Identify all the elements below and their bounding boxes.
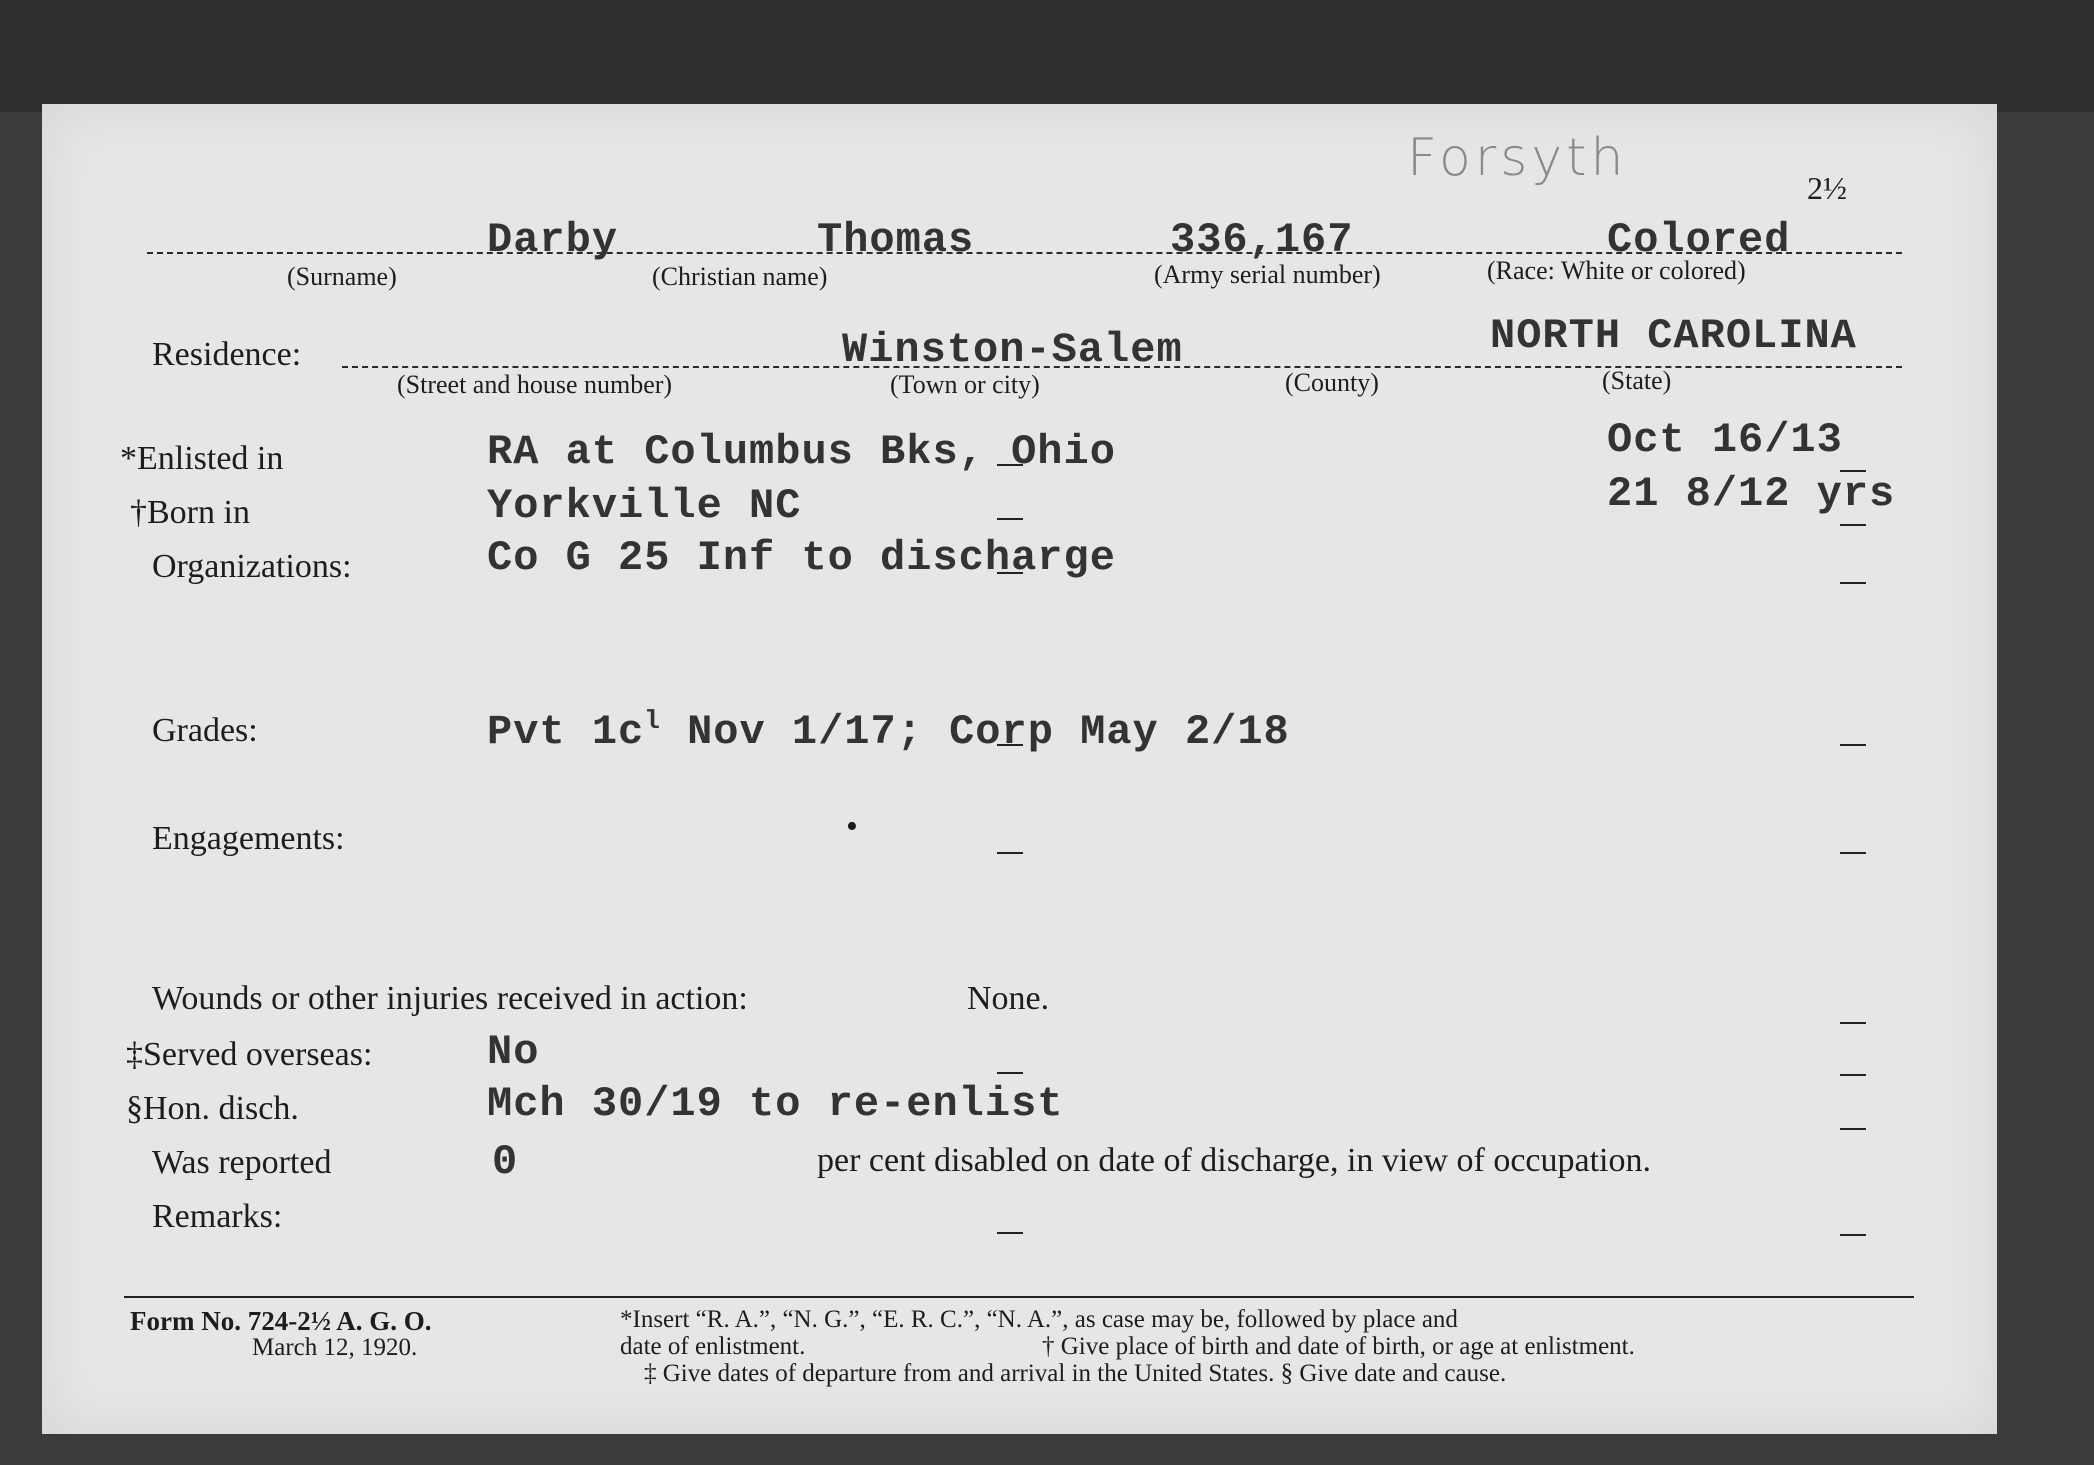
enlisted-label <box>120 440 283 478</box>
wounds-label: Wounds or other injuries received in action: <box>152 980 748 1017</box>
footnote-line-2a: date of enlistment. <box>620 1333 806 1360</box>
grades-label: Grades: <box>152 712 258 749</box>
grades-value-a: Pvt 1c <box>487 708 645 756</box>
born-age-value: 21 8/12 yrs <box>1607 470 1896 518</box>
engagements-label: Engagements: <box>152 820 345 857</box>
reported-tail: per cent disabled on date of discharge, in view of occupation. <box>817 1142 1651 1179</box>
organizations-label: Organizations: <box>152 548 352 585</box>
born-mark: † <box>130 494 147 531</box>
footer-rule <box>124 1296 1914 1298</box>
form-number: Form No. 724-2½ A. G. O. <box>130 1306 432 1336</box>
tick-mark <box>1840 470 1866 472</box>
grades-value-b: Nov 1/17; Corp May 2/18 <box>687 708 1290 756</box>
enlisted-mark: * <box>120 440 137 477</box>
tick-mark <box>997 1072 1023 1074</box>
tick-mark <box>997 1232 1023 1234</box>
tick-mark <box>997 518 1023 520</box>
state-caption: (State) <box>1602 366 1672 395</box>
organizations-value: Co G 25 Inf to discharge <box>487 534 1116 582</box>
scan-background <box>0 0 2094 112</box>
footnote-line-2b: † Give place of birth and date of birth, or age at enlistment. <box>1042 1333 1635 1360</box>
discharge-mark: § <box>126 1090 143 1127</box>
tick-mark <box>997 852 1023 854</box>
born-label <box>130 494 250 532</box>
born-label-text: Born in <box>147 494 250 531</box>
residence-state-value: NORTH CAROLINA <box>1490 312 1857 360</box>
handwritten-county-note: Forsyth <box>1407 128 1628 188</box>
service-record-card <box>42 104 1997 1434</box>
residence-town-value: Winston-Salem <box>842 326 1183 374</box>
enlisted-label-text: Enlisted in <box>137 440 284 477</box>
wounds-value: None. <box>967 980 1050 1017</box>
remarks-label: Remarks: <box>152 1198 283 1235</box>
serial-number-caption: (Army serial number) <box>1154 260 1381 289</box>
grades-value <box>487 706 1290 756</box>
tick-mark <box>997 464 1023 466</box>
christian-name-value: Thomas <box>817 216 975 264</box>
engagements-value: • <box>846 808 858 845</box>
grades-superscript: l <box>644 706 661 736</box>
overseas-mark: ‡ <box>126 1036 143 1073</box>
form-fraction: 2½ <box>1807 170 1847 206</box>
tick-mark <box>1840 744 1866 746</box>
race-caption: (Race: White or colored) <box>1487 256 1746 285</box>
discharge-value: Mch 30/19 to re-enlist <box>487 1080 1064 1128</box>
tick-mark <box>1840 1128 1866 1130</box>
serial-number-value: 336,167 <box>1170 216 1354 264</box>
tick-mark <box>997 572 1023 574</box>
residence-label: Residence: <box>152 336 302 373</box>
tick-mark <box>1840 852 1866 854</box>
overseas-label <box>126 1036 372 1074</box>
tick-mark <box>1840 1074 1866 1076</box>
surname-value: Darby <box>487 216 619 264</box>
discharge-label <box>126 1090 299 1128</box>
reported-label: Was reported <box>152 1144 332 1181</box>
footnote-line-3: ‡ Give dates of departure from and arrival in the United States. § Give date and cause. <box>644 1360 1507 1387</box>
overseas-value: No <box>487 1028 540 1076</box>
reported-value: 0 <box>492 1138 519 1186</box>
form-date: March 12, 1920. <box>252 1334 418 1361</box>
overseas-label-text: Served overseas: <box>143 1036 373 1073</box>
footnote-line-1: *Insert “R. A.”, “N. G.”, “E. R. C.”, “N. A.”, as case may be, followed by place and <box>620 1306 1458 1333</box>
surname-caption: (Surname) <box>287 262 397 291</box>
enlisted-date-value: Oct 16/13 <box>1607 416 1843 464</box>
tick-mark <box>1840 524 1866 526</box>
tick-mark <box>1840 582 1866 584</box>
town-caption: (Town or city) <box>890 370 1040 399</box>
tick-mark <box>1840 1022 1866 1024</box>
enlisted-value: RA at Columbus Bks, Ohio <box>487 428 1116 476</box>
tick-mark <box>1840 1234 1866 1236</box>
race-value: Colored <box>1607 216 1791 264</box>
born-value: Yorkville NC <box>487 482 802 530</box>
tick-mark <box>997 744 1023 746</box>
street-caption: (Street and house number) <box>397 370 673 399</box>
christian-name-caption: (Christian name) <box>652 262 828 291</box>
discharge-label-text: Hon. disch. <box>143 1090 299 1127</box>
county-caption: (County) <box>1285 368 1379 397</box>
